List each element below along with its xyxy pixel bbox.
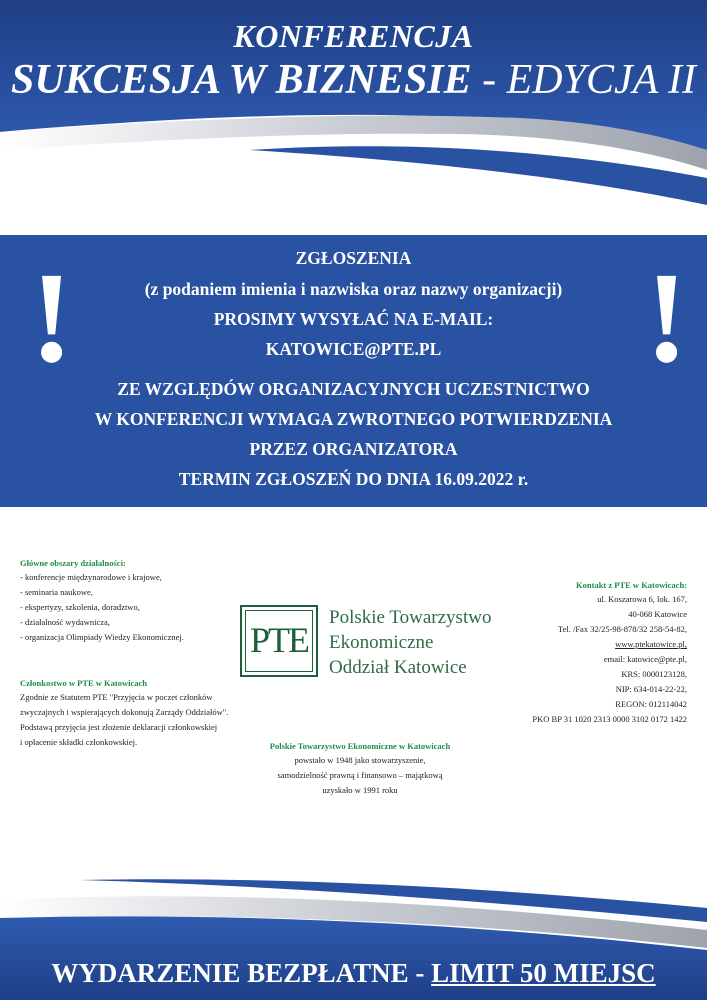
free-event-label: WYDARZENIE BEZPŁATNE -: [51, 958, 432, 988]
registration-send-label: PROSIMY WYSYŁAĆ NA E-MAIL:: [213, 309, 494, 329]
contact-email-link[interactable]: email: katowice@pte.pl,: [603, 654, 687, 664]
history-line: powstało w 1948 jako stowarzyszenie,: [294, 755, 426, 765]
activity-item: - seminaria naukowe,: [20, 587, 93, 597]
registration-deadline: TERMIN ZGŁOSZEŃ DO DNIA 16.09.2022 r.: [178, 469, 529, 489]
registration-email[interactable]: KATOWICE@PTE.PL: [265, 339, 442, 359]
contact-heading: Kontakt z PTE w Katowicach:: [576, 580, 687, 590]
history-line: uzyskało w 1991 roku: [322, 785, 398, 795]
exclamation-left-icon: !: [30, 246, 74, 390]
activity-areas-heading: Główne obszary działalności:: [20, 558, 126, 568]
footer-banner: [0, 860, 707, 1000]
membership-line: i opłacenie składki członkowskiej.: [20, 737, 138, 747]
contact-section: [532, 580, 687, 727]
footer-text: [0, 958, 707, 989]
conference-label: KONFERENCJA: [233, 18, 474, 54]
confirmation-line-3: PRZEZ ORGANIZATORA: [249, 439, 458, 459]
membership-section: [20, 678, 228, 750]
exclamation-right-icon: !: [645, 246, 689, 390]
confirmation-line-2: W KONFERENCJI WYMAGA ZWROTNEGO POTWIERDZENIA: [94, 409, 613, 429]
contact-phone: Tel. /Fax 32/25-98-878/32 258-54-82,: [557, 624, 687, 634]
contact-city: 40-068 Katowice: [628, 609, 687, 619]
contact-address: ul. Koszarowa 6, lok. 167,: [597, 594, 687, 604]
seat-limit-label: LIMIT 50 MIEJSC: [431, 958, 656, 988]
logo-text-line-1: Polskie Towarzystwo: [329, 607, 492, 628]
logo-text-line-2: Ekonomiczne: [329, 632, 434, 653]
conference-title-main: SUKCESJA W BIZNESIE: [10, 57, 472, 103]
activity-item: - działalność wydawnicza,: [20, 617, 110, 627]
history-heading: Polskie Towarzystwo Ekonomiczne w Katowicach: [269, 741, 451, 751]
history-section: [210, 741, 510, 798]
contact-krs: KRS: 0000123128,: [621, 669, 687, 679]
contact-regon: REGON: 012114042: [615, 699, 687, 709]
activity-item: - konferencje międzynarodowe i krajowe,: [20, 572, 162, 582]
conference-title: [0, 56, 707, 104]
contact-nip: NIP: 634-014-22-22,: [615, 684, 687, 694]
activity-item: - ekspertyzy, szkolenia, doradztwo,: [20, 602, 140, 612]
conference-edition: - EDYCJA II: [471, 57, 697, 103]
registration-instruction: (z podaniem imienia i nazwiska oraz nazwy organizacji): [144, 279, 563, 299]
header-banner: [0, 0, 707, 215]
pte-logo-letters: PTE: [249, 620, 308, 660]
activity-item: - organizacja Olimpiady Wiedzy Ekonomicznej.: [20, 632, 184, 642]
pte-logo: [240, 605, 318, 677]
membership-line: Zgodnie ze Statutem PTE "Przyjęcia w poczet członków: [20, 692, 213, 702]
membership-heading: Członkostwo w PTE w Katowicach: [20, 678, 148, 688]
confirmation-line-1: ZE WZGLĘDÓW ORGANIZACYJNYCH UCZESTNICTWO: [117, 379, 590, 399]
registration-heading: ZGŁOSZENIA: [295, 248, 412, 268]
logo-text-line-3: Oddział Katowice: [329, 657, 467, 678]
activity-areas: [20, 558, 184, 645]
history-line: samodzielność prawną i finansowo – majątkową: [277, 770, 443, 780]
membership-line: Podstawą przyjęcia jest złożenie deklaracji członkowskiej: [20, 722, 218, 732]
contact-website-link[interactable]: www.ptekatowice.pl,: [615, 639, 687, 649]
contact-bank-account: PKO BP 31 1020 2313 0000 3102 0172 1422: [532, 714, 687, 724]
membership-line: zwyczajnych i wspierających dokonują Zarządy Oddziałów".: [20, 707, 229, 717]
registration-info-box: [0, 235, 707, 507]
